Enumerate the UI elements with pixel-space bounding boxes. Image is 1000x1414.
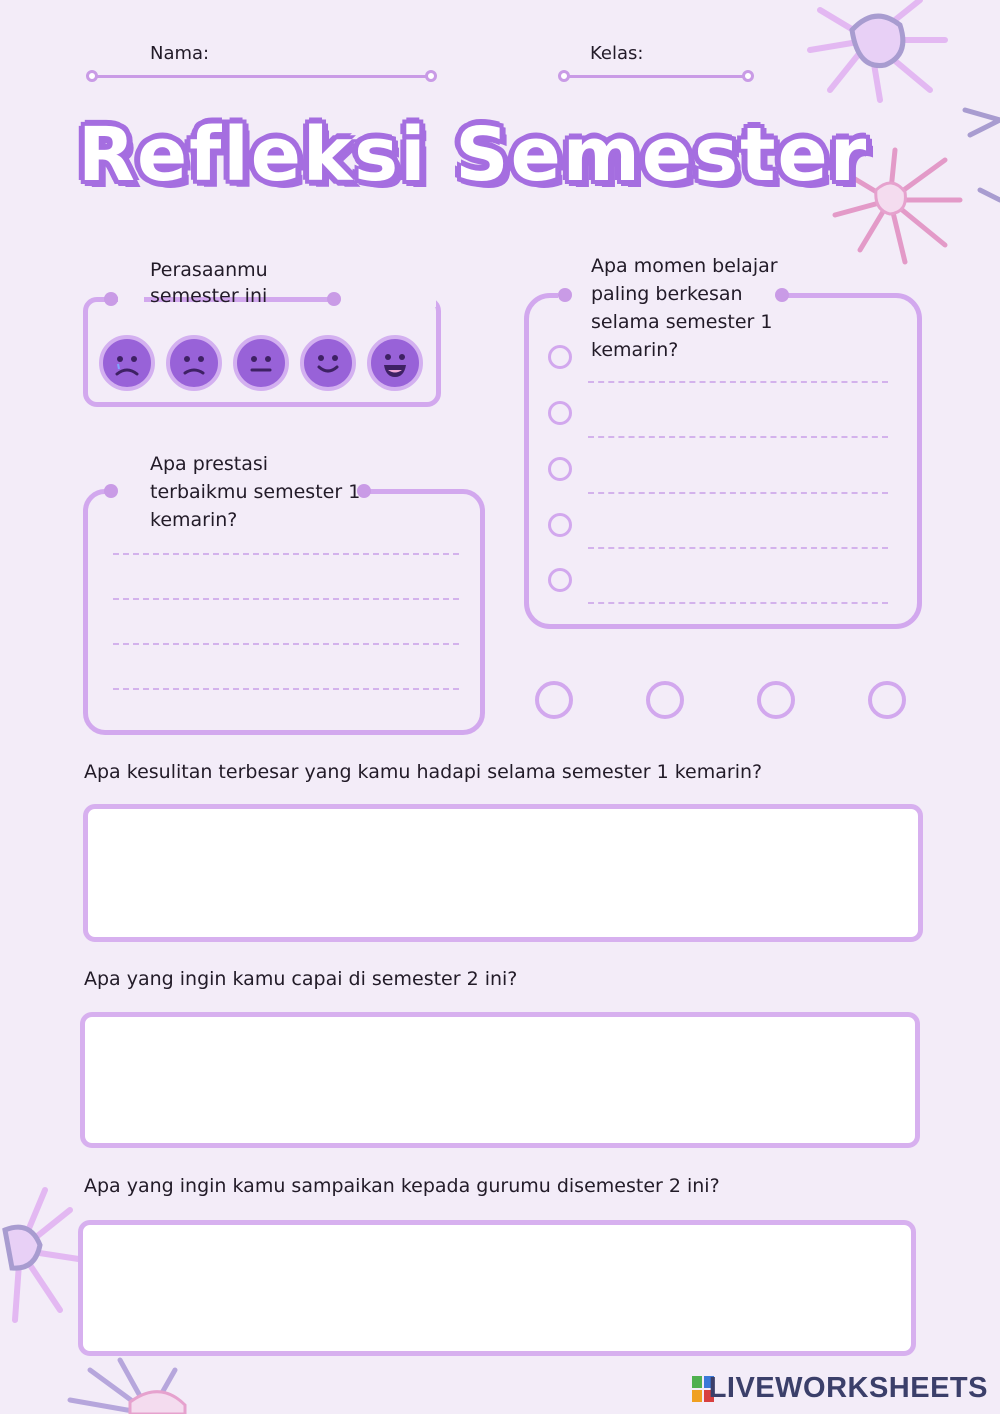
panel-dot: [104, 484, 118, 498]
answer-line[interactable]: [588, 436, 888, 438]
neutral-face-icon[interactable]: [233, 335, 289, 391]
achievement-question-line3: kemarin?: [150, 509, 238, 531]
line-endpoint: [86, 70, 98, 82]
answer-line[interactable]: [113, 553, 459, 555]
decorative-circle: [868, 681, 906, 719]
achievement-panel: [83, 489, 485, 735]
achievement-question-line1: Apa prestasi: [150, 453, 269, 475]
decorative-circle: [535, 681, 573, 719]
answer-line[interactable]: [588, 492, 888, 494]
decorative-circle: [646, 681, 684, 719]
mood-label-line2: semester ini: [150, 285, 268, 307]
list-bullet: [548, 401, 572, 425]
smile-face-icon[interactable]: [300, 335, 356, 391]
happy-face-icon[interactable]: [367, 335, 423, 391]
answer-line[interactable]: [113, 643, 459, 645]
panel-dot: [775, 288, 789, 302]
page-title: Refleksi Semester: [78, 112, 869, 198]
message-answer-box[interactable]: [78, 1220, 916, 1356]
difficulty-question: Apa kesulitan terbesar yang kamu hadapi selama semester 1 kemarin?: [84, 761, 763, 783]
name-label: Nama:: [150, 43, 210, 64]
line-endpoint: [742, 70, 754, 82]
mood-label-line1: Perasaanmu: [150, 259, 268, 281]
moment-question-line3: selama semester 1: [591, 311, 773, 333]
moment-question-line2: paling berkesan: [591, 283, 743, 305]
name-line[interactable]: [92, 75, 432, 78]
answer-line[interactable]: [588, 602, 888, 604]
brand-wordmark: LIVEWORKSHEETS: [708, 1372, 988, 1404]
line-endpoint: [425, 70, 437, 82]
panel-dot: [558, 288, 572, 302]
list-bullet: [548, 568, 572, 592]
answer-line[interactable]: [588, 381, 888, 383]
list-bullet: [548, 513, 572, 537]
message-question: Apa yang ingin kamu sampaikan kepada gurumu disemester 2 ini?: [84, 1175, 720, 1197]
difficulty-answer-box[interactable]: [83, 804, 923, 942]
answer-line[interactable]: [588, 547, 888, 549]
sad-face-icon[interactable]: [166, 335, 222, 391]
goal-question: Apa yang ingin kamu capai di semester 2 ini?: [84, 968, 518, 990]
very-sad-face-icon[interactable]: [99, 335, 155, 391]
answer-line[interactable]: [113, 598, 459, 600]
class-line[interactable]: [564, 75, 748, 78]
achievement-question-line2: terbaikmu semester 1: [150, 481, 361, 503]
moment-panel: [524, 293, 922, 629]
line-endpoint: [558, 70, 570, 82]
panel-dot: [104, 292, 118, 306]
decorative-circle: [757, 681, 795, 719]
panel-dot: [327, 292, 341, 306]
goal-answer-box[interactable]: [80, 1012, 920, 1148]
moment-question-line4: kemarin?: [591, 339, 679, 361]
answer-line[interactable]: [113, 688, 459, 690]
list-bullet: [548, 457, 572, 481]
list-bullet: [548, 345, 572, 369]
moment-question-line1: Apa momen belajar: [591, 255, 778, 277]
class-label: Kelas:: [590, 43, 644, 64]
